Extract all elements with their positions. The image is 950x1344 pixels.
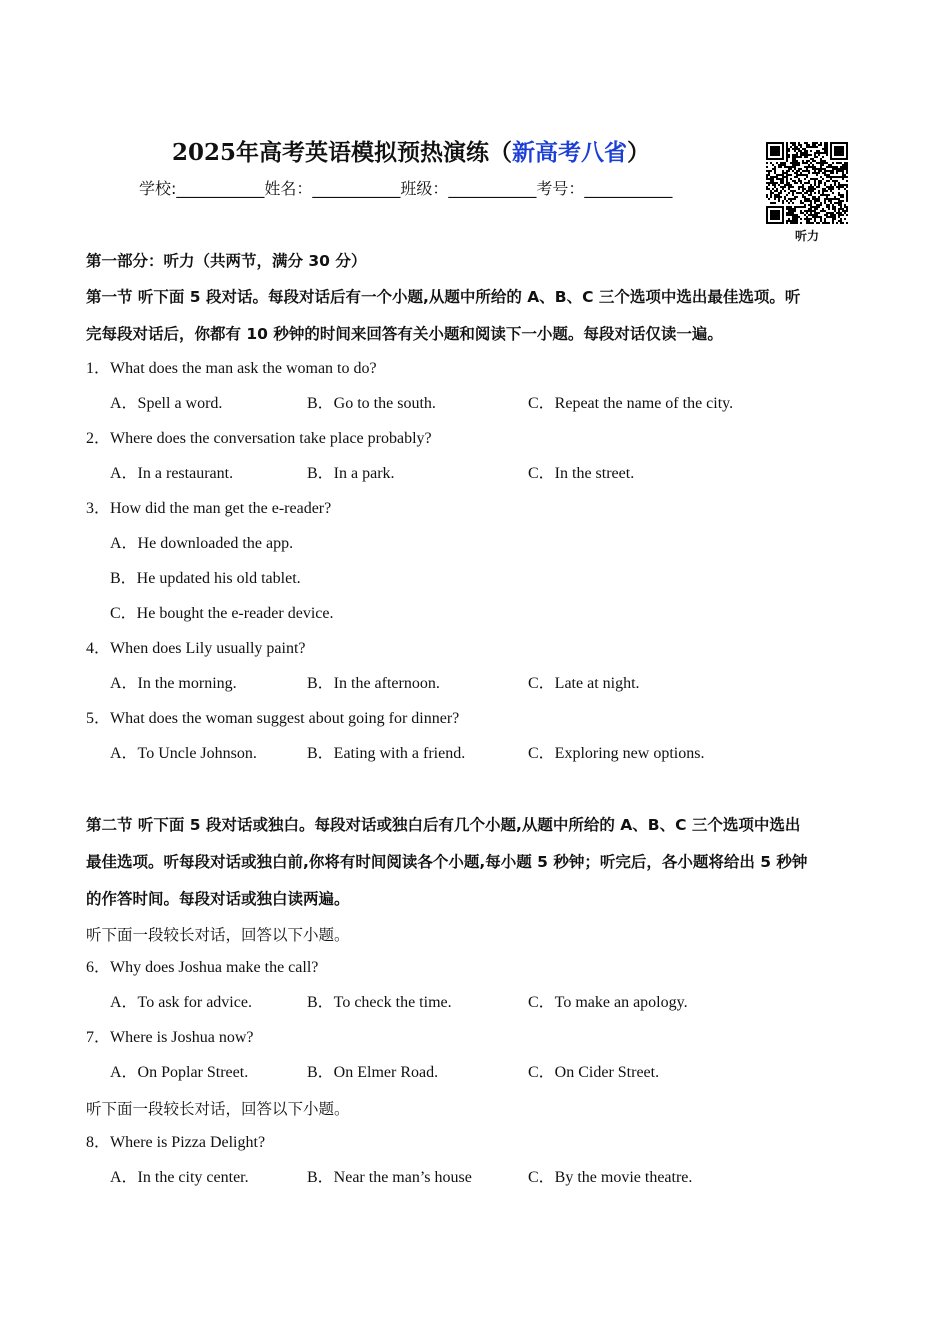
section2-instructions-3: 的作答时间。每段对话或独白读两遍。 <box>86 890 350 908</box>
q1-option-b[interactable]: B．Go to the south. <box>307 395 436 412</box>
question-7: 7．Where is Joshua now? <box>86 1029 254 1046</box>
q8-option-c[interactable]: C．By the movie theatre. <box>528 1169 693 1186</box>
q3-option-b[interactable]: B．He updated his old tablet. <box>110 570 301 587</box>
q5-option-c[interactable]: C．Exploring new options. <box>528 745 705 762</box>
section1-instructions-1: 第一节 听下面 5 段对话。每段对话后有一个小题,从题中所给的 A、B、C 三个选项中选出最佳选项。听 <box>86 288 801 306</box>
q3-option-c[interactable]: C．He bought the e-reader device. <box>110 605 334 622</box>
q4-option-c[interactable]: C．Late at night. <box>528 675 640 692</box>
question-6: 6．Why does Joshua make the call? <box>86 959 319 976</box>
q7-option-b[interactable]: B．On Elmer Road. <box>307 1064 439 1081</box>
q2-option-b[interactable]: B．In a park. <box>307 465 395 482</box>
q5-option-a[interactable]: A．To Uncle Johnson. <box>110 745 257 762</box>
q2-option-a[interactable]: A．In a restaurant. <box>110 465 234 482</box>
q8-option-b[interactable]: B．Near the man’s house <box>307 1169 472 1186</box>
q7-option-c[interactable]: C．On Cider Street. <box>528 1064 660 1081</box>
listening-instruction-1: 听下面一段较长对话，回答以下小题。 <box>86 926 350 944</box>
q2-option-c[interactable]: C．In the street. <box>528 465 635 482</box>
q1-option-a[interactable]: A．Spell a word. <box>110 395 223 412</box>
listening-instruction-2: 听下面一段较长对话，回答以下小题。 <box>86 1100 350 1118</box>
q6-option-a[interactable]: A．To ask for advice. <box>110 994 252 1011</box>
q3-option-a[interactable]: A．He downloaded the app. <box>110 535 294 552</box>
q6-option-c[interactable]: C．To make an apology. <box>528 994 688 1011</box>
section2-instructions-2: 最佳选项。听每段对话或独白前,你将有时间阅读各个小题,每小题 5 秒钟；听完后，各小题将给出 5 秒钟 <box>86 853 808 871</box>
qr-code-icon[interactable] <box>766 142 848 224</box>
section2-instructions-1: 第二节 听下面 5 段对话或独白。每段对话或独白后有几个小题,从题中所给的 A、B、C 三个选项中选出 <box>86 816 801 834</box>
question-8: 8．Where is Pizza Delight? <box>86 1134 266 1151</box>
question-4: 4．When does Lily usually paint? <box>86 640 306 657</box>
question-3: 3．How did the man get the e-reader? <box>86 500 332 517</box>
q4-option-a[interactable]: A．In the morning. <box>110 675 237 692</box>
student-info-line: 学校:___________姓名：___________班级：___________考号：___________ <box>139 179 673 198</box>
part1-heading: 第一部分：听力（共两节，满分 30 分） <box>86 252 367 270</box>
q1-option-c[interactable]: C．Repeat the name of the city. <box>528 395 734 412</box>
q8-option-a[interactable]: A．In the city center. <box>110 1169 249 1186</box>
title-region-accent: 新高考八省 <box>512 139 628 166</box>
q7-option-a[interactable]: A．On Poplar Street. <box>110 1064 249 1081</box>
question-1: 1．What does the man ask the woman to do? <box>86 360 377 377</box>
qr-label: 听力 <box>794 229 819 243</box>
question-5: 5．What does the woman suggest about going for dinner? <box>86 710 460 727</box>
q5-option-b[interactable]: B．Eating with a friend. <box>307 745 466 762</box>
exam-title: 2025年高考英语模拟预热演练（新高考八省） <box>172 139 651 166</box>
q6-option-b[interactable]: B．To check the time. <box>307 994 452 1011</box>
section1-instructions-2: 完每段对话后，你都有 10 秒钟的时间来回答有关小题和阅读下一小题。每段对话仅读一遍。 <box>86 325 723 343</box>
question-2: 2．Where does the conversation take place probably? <box>86 430 432 447</box>
q4-option-b[interactable]: B．In the afternoon. <box>307 675 440 692</box>
